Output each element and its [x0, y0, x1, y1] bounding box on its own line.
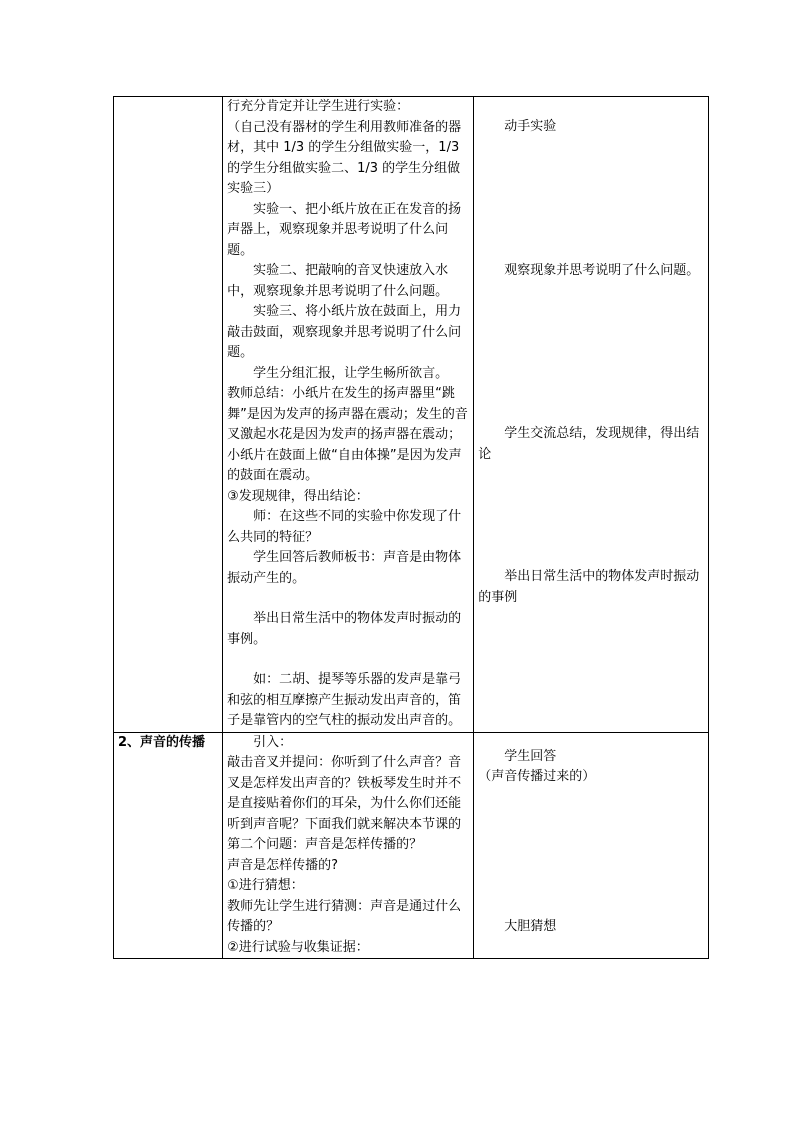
- teacher-text: ①进行猜想：: [227, 878, 304, 893]
- teacher-text: 敲击音叉并提问：你听到了什么声音？音叉是怎样发出声音的？铁板琴发生时并不是直接贴着你们的耳朵，为什么你们还能听到声音呢？下面我们就来解决本节课的第二个问题：声音是怎样传播的？: [227, 755, 462, 852]
- teacher-text: ②进行试验与收集证据：: [227, 939, 369, 955]
- teacher-text: 教师总结：小纸片在发生的扬声器里“跳舞”是因为发声的扬声器在震动；发生的音叉激起水花是因为发声的扬声器在震动；小纸片在鼓面上做“自由体操”是因为发声的鼓面在震动。: [227, 386, 468, 483]
- teacher-text: 引入：: [253, 734, 293, 750]
- teacher-text: 教师先让学生进行猜测：声音是通过什么传播的？: [227, 898, 462, 934]
- teacher-text: 学生分组汇报，让学生畅所欲言。: [253, 365, 449, 381]
- student-text: 学生交流总结，发现规律，得出结论: [478, 426, 700, 462]
- teacher-text: 实验三、将小纸片放在鼓面上，用力敲击鼓面，观察现象并思考说明了什么问题。: [227, 304, 462, 360]
- student-text: （声音传播过来的）: [478, 769, 596, 784]
- teacher-text: 举出日常生活中的物体发声时振动的事例。: [227, 611, 462, 647]
- student-text: 动手实验: [504, 119, 557, 134]
- student-text: 观察现象并思考说明了什么问题。: [504, 262, 700, 278]
- student-text: 学生回答: [504, 748, 557, 764]
- table-row: [114, 732, 709, 959]
- section-cell: [114, 732, 223, 959]
- table-row: [114, 97, 709, 733]
- teacher-text: （自己没有器材的学生利用教师准备的器材，其中 1/3 的学生分组做实验一，1/3 的学生分组做实验二、1/3 的学生分组做实验三）: [227, 119, 462, 196]
- teacher-text: 学生回答后教师板书：声音是由物体振动产生的。: [227, 550, 462, 586]
- teacher-text: 师：在这些不同的实验中你发现了什么共同的特征？: [227, 509, 462, 545]
- section-title: 2、声音的传播: [118, 734, 206, 750]
- teacher-text: 如：二胡、提琴等乐器的发声是靠弓和弦的相互摩擦产生振动发出声音的，笛子是靠管内的空气柱的振动发出声音的。: [227, 672, 462, 728]
- teacher-text: 实验二、把敲响的音叉快速放入水中，观察现象并思考说明了什么问题。: [227, 263, 449, 299]
- teacher-activity-cell: [223, 97, 474, 733]
- teacher-text: 声音是怎样传播的?: [227, 857, 339, 873]
- student-activity-cell: [474, 97, 709, 733]
- teacher-text: ③发现规律，得出结论：: [227, 488, 369, 504]
- lesson-plan-table: [113, 96, 709, 959]
- teacher-text: 实验一、把小纸片放在正在发音的扬声器上，观察现象并思考说明了什么问题。: [227, 201, 462, 258]
- student-text: 举出日常生活中的物体发声时振动的事例: [478, 569, 700, 605]
- section-cell: [114, 97, 223, 733]
- student-activity-cell: [474, 732, 709, 959]
- teacher-activity-cell: [223, 732, 474, 959]
- teacher-text: 行充分肯定并让学生进行实验：: [227, 99, 410, 114]
- student-text: 大胆猜想: [504, 918, 557, 934]
